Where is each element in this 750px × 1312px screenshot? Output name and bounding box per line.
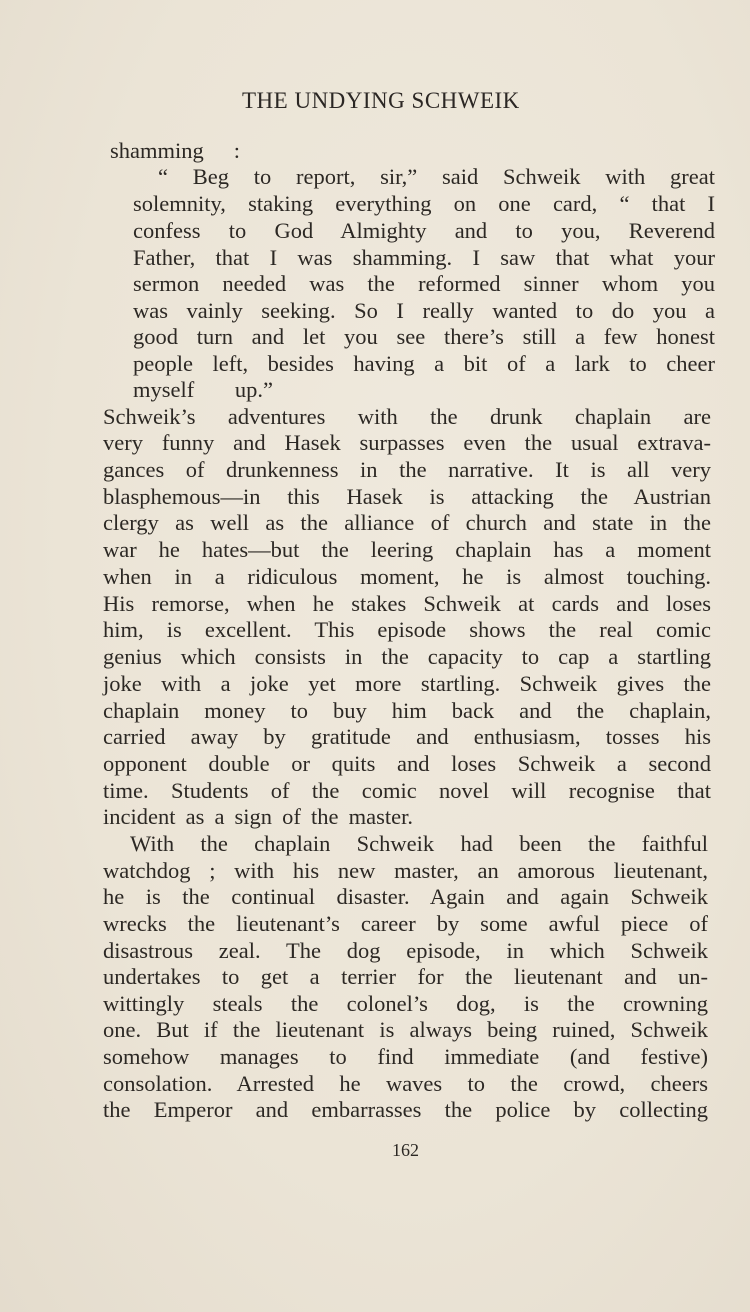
text-line: clergy as well as the alliance of church and state in the (103, 510, 711, 535)
text-line: blasphemous—in this Hasek is attacking the Austrian (103, 484, 711, 509)
text-line: confess to God Almighty and to you, Reverend (133, 218, 715, 243)
text-line: one. But if the lieutenant is always being ruined, Schweik (103, 1017, 708, 1042)
text-line: “ Beg to report, sir,” said Schweik with great (158, 164, 715, 189)
text-line: time. Students of the comic novel will recognise that (103, 778, 711, 803)
text-line: disastrous zeal. The dog episode, in which Schweik (103, 938, 708, 963)
text-line: genius which consists in the capacity to cap a startling (103, 644, 711, 669)
text-line: undertakes to get a terrier for the lieutenant and un- (103, 964, 708, 989)
text-line: myself up.” (133, 377, 273, 402)
running-head: THE UNDYING SCHWEIK (242, 88, 520, 113)
text-line: war he hates—but the leering chaplain has a moment (103, 537, 711, 562)
text-line: gances of drunkenness in the narrative. It is all very (103, 457, 711, 482)
text-line: he is the continual disaster. Again and again Schweik (103, 884, 708, 909)
text-line: very funny and Hasek surpasses even the usual extrava- (103, 430, 711, 455)
text-line: when in a ridiculous moment, he is almost touching. (103, 564, 711, 589)
text-line: good turn and let you see there’s still a few honest (133, 324, 715, 349)
text-line: people left, besides having a bit of a lark to cheer (133, 351, 715, 376)
text-line: wittingly steals the colonel’s dog, is the crowning (103, 991, 708, 1016)
text-line: With the chaplain Schweik had been the faithful (130, 831, 708, 856)
text-line: solemnity, staking everything on one card, “ that I (133, 191, 715, 216)
page-number: 162 (392, 1140, 419, 1160)
text-line: shamming : (110, 138, 240, 163)
text-line: somehow manages to find immediate (and festive) (103, 1044, 708, 1069)
text-line: consolation. Arrested he waves to the crowd, cheers (103, 1071, 708, 1096)
text-line: joke with a joke yet more startling. Schweik gives the (103, 671, 711, 696)
text-line: watchdog ; with his new master, an amorous lieutenant, (103, 858, 708, 883)
text-line: carried away by gratitude and enthusiasm, tosses his (103, 724, 711, 749)
text-line: opponent double or quits and loses Schweik a second (103, 751, 711, 776)
text-line: was vainly seeking. So I really wanted to do you a (133, 298, 715, 323)
text-line: His remorse, when he stakes Schweik at cards and loses (103, 591, 711, 616)
text-line: incident as a sign of the master. (103, 804, 413, 829)
text-line: Schweik’s adventures with the drunk chaplain are (103, 404, 711, 429)
text-line: the Emperor and embarrasses the police by collecting (103, 1097, 708, 1122)
text-line: Father, that I was shamming. I saw that what your (133, 245, 715, 270)
text-line: him, is excellent. This episode shows the real comic (103, 617, 711, 642)
text-line: chaplain money to buy him back and the chaplain, (103, 698, 711, 723)
text-line: wrecks the lieutenant’s career by some awful piece of (103, 911, 708, 936)
text-line: sermon needed was the reformed sinner whom you (133, 271, 715, 296)
